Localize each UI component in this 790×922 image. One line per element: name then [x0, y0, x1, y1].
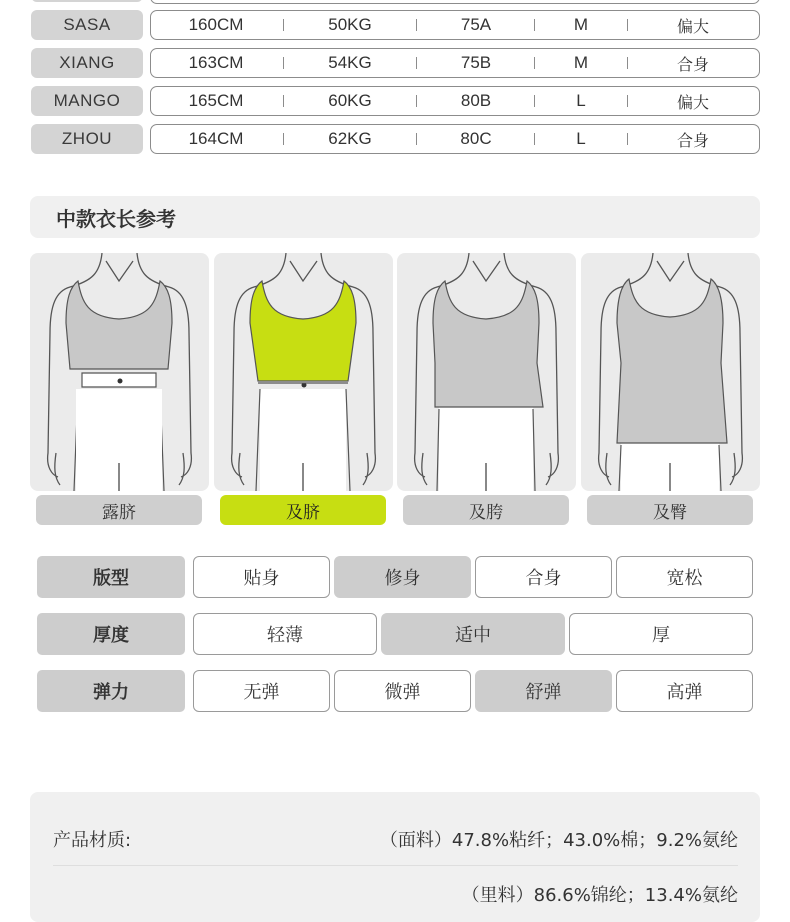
material-label: 产品材质:	[53, 830, 132, 851]
attr-stretch-option: 无弹	[193, 670, 330, 712]
size-row	[0, 10, 790, 44]
divider	[627, 95, 628, 107]
attr-stretch-option: 微弹	[334, 670, 471, 712]
attr-fit-option: 贴身	[193, 556, 330, 598]
attr-thickness-option: 厚	[569, 613, 753, 655]
divider	[283, 95, 284, 107]
attr-thickness-option-selected: 适中	[381, 613, 565, 655]
length-label-crop: 露脐	[36, 495, 202, 525]
length-label-hip: 及胯	[403, 495, 569, 525]
fit-value: 合身	[676, 54, 709, 74]
attr-thickness-label: 厚度	[37, 613, 185, 655]
material-lining: （里料）86.6%锦纶；13.4%氨纶	[461, 885, 738, 906]
torso-illustration	[30, 253, 209, 491]
divider	[283, 57, 284, 69]
section-header	[30, 196, 760, 238]
divider	[627, 19, 628, 31]
size-row-cropped-name	[31, 0, 143, 2]
attr-stretch-option: 高弹	[616, 670, 753, 712]
figure-crop-length	[30, 253, 209, 491]
attr-stretch-label: 弹力	[37, 670, 185, 712]
divider	[416, 57, 417, 69]
size-row	[0, 48, 790, 82]
weight-value: 62KG	[328, 129, 372, 148]
divider	[283, 133, 284, 145]
attr-fit-option-selected: 修身	[334, 556, 471, 598]
size-values	[150, 48, 760, 78]
divider	[416, 95, 417, 107]
weight-value: 60KG	[328, 91, 372, 110]
fit-value: 合身	[676, 130, 709, 150]
size-values	[150, 86, 760, 116]
attr-fit-label: 版型	[37, 556, 185, 598]
weight-value: 50KG	[328, 15, 372, 34]
fit-value: 偏大	[676, 92, 709, 112]
size-value: M	[573, 15, 589, 34]
divider	[416, 133, 417, 145]
size-row	[0, 86, 790, 120]
attr-fit-option: 宽松	[616, 556, 753, 598]
length-label-navel: 及脐	[220, 495, 386, 525]
height-value: 164CM	[188, 129, 244, 148]
size-value: L	[576, 91, 586, 110]
attr-thickness-option: 轻薄	[193, 613, 377, 655]
size-row-cropped-box	[150, 0, 760, 4]
material-card	[30, 792, 760, 922]
bust-value: 75B	[460, 53, 492, 72]
model-name: XIANG	[31, 48, 143, 78]
size-values	[150, 124, 760, 154]
size-value: M	[573, 53, 589, 72]
model-name: SASA	[31, 10, 143, 40]
figure-navel-length	[214, 253, 393, 491]
fit-value: 偏大	[676, 16, 709, 36]
attr-stretch-option-selected: 舒弹	[475, 670, 612, 712]
height-value: 165CM	[188, 91, 244, 110]
size-values	[150, 10, 760, 40]
bust-value: 80C	[460, 129, 492, 148]
divider	[416, 19, 417, 31]
size-value: L	[576, 129, 586, 148]
bust-value: 80B	[460, 91, 492, 110]
torso-illustration	[581, 253, 760, 491]
length-label-buttock: 及臀	[587, 495, 753, 525]
section-title: 中款衣长参考	[56, 206, 176, 231]
weight-value: 54KG	[328, 53, 372, 72]
figure-buttock-length	[581, 253, 760, 491]
height-value: 163CM	[188, 53, 244, 72]
material-divider	[53, 865, 738, 866]
divider	[627, 133, 628, 145]
material-shell: （面料）47.8%粘纤；43.0%棉；9.2%氨纶	[379, 830, 738, 851]
model-name: MANGO	[31, 86, 143, 116]
torso-illustration	[214, 253, 393, 491]
size-row	[0, 124, 790, 158]
torso-illustration	[397, 253, 576, 491]
bust-value: 75A	[460, 15, 492, 34]
divider	[283, 19, 284, 31]
divider	[627, 57, 628, 69]
model-name: ZHOU	[31, 124, 143, 154]
attr-fit-option: 合身	[475, 556, 612, 598]
height-value: 160CM	[188, 15, 244, 34]
figure-hip-length	[397, 253, 576, 491]
